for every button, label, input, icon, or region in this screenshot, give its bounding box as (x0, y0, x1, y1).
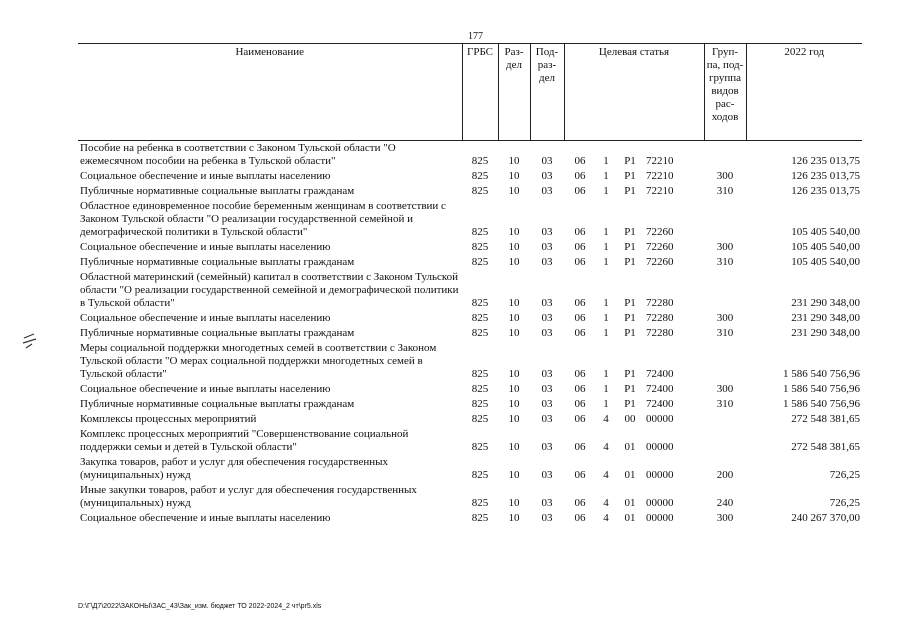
row-amount: 1 586 540 756,96 (783, 368, 860, 380)
row-vid-rashodov: 300 (716, 241, 734, 253)
row-razdel: 10 (508, 256, 520, 268)
row-cs-type: 1 (603, 155, 609, 167)
row-vid-rashodov: 300 (716, 383, 734, 395)
row-podrazdel: 03 (541, 512, 553, 524)
header-year: 2022 год (746, 44, 862, 141)
row-name: Социальное обеспечение и иные выплаты населению (80, 170, 331, 182)
row-cs-program: 06 (574, 155, 586, 167)
table-row (78, 141, 862, 170)
row-cs-element: P1 (624, 256, 636, 268)
row-name: Публичные нормативные социальные выплаты гражданам (80, 398, 355, 410)
table-row (78, 240, 862, 255)
table-header-row (78, 44, 862, 141)
row-razdel: 10 (508, 170, 520, 182)
row-cs-direction: 72210 (646, 155, 674, 167)
row-cs-type: 1 (603, 226, 609, 238)
row-amount: 105 405 540,00 (791, 226, 860, 238)
row-cs-direction: 00000 (646, 497, 674, 509)
row-podrazdel: 03 (541, 312, 553, 324)
row-razdel: 10 (508, 383, 520, 395)
row-vid-rashodov (704, 270, 746, 311)
table-body (78, 141, 862, 527)
row-cs-direction: 72280 (646, 297, 674, 309)
row-vid-rashodov: 240 (716, 497, 734, 509)
row-cs-type: 1 (603, 170, 609, 182)
row-vid-rashodov: 310 (716, 398, 734, 410)
row-name: Социальное обеспечение и иные выплаты населению (80, 383, 331, 395)
row-amount: 126 235 013,75 (791, 185, 860, 197)
row-podrazdel: 03 (541, 383, 553, 395)
row-grbs: 825 (471, 312, 489, 324)
row-name: Социальное обеспечение и иные выплаты населению (80, 241, 331, 253)
table-row (78, 412, 862, 427)
row-amount: 231 290 348,00 (791, 327, 860, 339)
table-row (78, 255, 862, 270)
table-row (78, 341, 862, 382)
header-razdel: Раз- дел (498, 44, 530, 141)
row-vid-rashodov: 300 (716, 170, 734, 182)
row-podrazdel: 03 (541, 441, 553, 453)
row-cs-direction: 72210 (646, 170, 674, 182)
table-row (78, 397, 862, 412)
row-grbs: 825 (471, 368, 489, 380)
header-podrazdel: Под- раз- дел (530, 44, 564, 141)
table-row (78, 483, 862, 511)
row-grbs: 825 (471, 383, 489, 395)
row-amount: 231 290 348,00 (791, 312, 860, 324)
row-amount: 231 290 348,00 (791, 297, 860, 309)
row-vid-rashodov (704, 141, 746, 170)
row-cs-element: P1 (624, 398, 636, 410)
row-cs-program: 06 (574, 497, 586, 509)
row-podrazdel: 03 (541, 368, 553, 380)
row-grbs: 825 (471, 469, 489, 481)
row-cs-program: 06 (574, 383, 586, 395)
table-row (78, 427, 862, 455)
row-cs-type: 1 (603, 327, 609, 339)
header-gruppa-vidov: Груп- па, под- группа видов рас- ходов (704, 44, 746, 141)
table-row (78, 311, 862, 326)
row-podrazdel: 03 (541, 256, 553, 268)
row-razdel: 10 (508, 185, 520, 197)
row-amount: 240 267 370,00 (791, 512, 860, 524)
row-cs-type: 4 (603, 413, 609, 425)
file-path-footer: D:\Г\Д7\2022\ЗАКОНЫ\ЗАС_43\Зак_изм. бюджет ТО 2022-2024_2 чт\pr5.xls (78, 603, 322, 610)
row-razdel: 10 (508, 368, 520, 380)
row-amount: 105 405 540,00 (791, 256, 860, 268)
row-podrazdel: 03 (541, 185, 553, 197)
row-podrazdel: 03 (541, 297, 553, 309)
table-row (78, 169, 862, 184)
row-name: Пособие на ребенка в соответствии с Законом Тульской области "О ежемесячном пособии на ребенка в Тульской области" (80, 142, 396, 167)
row-cs-element: P1 (624, 368, 636, 380)
row-cs-program: 06 (574, 256, 586, 268)
row-amount: 126 235 013,75 (791, 155, 860, 167)
row-cs-element: 01 (624, 512, 636, 524)
row-podrazdel: 03 (541, 226, 553, 238)
budget-table (78, 43, 862, 526)
row-cs-element: P1 (624, 185, 636, 197)
row-cs-program: 06 (574, 441, 586, 453)
row-amount: 272 548 381,65 (791, 441, 860, 453)
row-cs-element: 01 (624, 497, 636, 509)
row-cs-type: 1 (603, 368, 609, 380)
header-celevaya-statya: Целевая статья (564, 44, 704, 141)
row-cs-program: 06 (574, 398, 586, 410)
row-amount: 726,25 (829, 469, 860, 481)
row-razdel: 10 (508, 327, 520, 339)
row-razdel: 10 (508, 512, 520, 524)
row-name: Областное единовременное пособие беременным женщинам в соответствии с Законом Тульской области "О реализации государственной семейной и демографической политики в Тульской области" (80, 200, 446, 238)
row-cs-direction: 72400 (646, 398, 674, 410)
row-cs-program: 06 (574, 413, 586, 425)
row-vid-rashodov (704, 199, 746, 240)
row-cs-program: 06 (574, 241, 586, 253)
row-cs-program: 06 (574, 170, 586, 182)
row-podrazdel: 03 (541, 469, 553, 481)
row-cs-direction: 00000 (646, 469, 674, 481)
row-name: Социальное обеспечение и иные выплаты населению (80, 512, 331, 524)
row-name: Публичные нормативные социальные выплаты гражданам (80, 327, 355, 339)
row-name: Публичные нормативные социальные выплаты гражданам (80, 185, 355, 197)
row-cs-type: 1 (603, 383, 609, 395)
row-grbs: 825 (471, 398, 489, 410)
row-grbs: 825 (471, 497, 489, 509)
row-cs-direction: 72260 (646, 241, 674, 253)
row-cs-direction: 72400 (646, 368, 674, 380)
row-cs-type: 1 (603, 256, 609, 268)
row-name: Публичные нормативные социальные выплаты гражданам (80, 256, 355, 268)
page-number: 177 (468, 31, 483, 42)
row-grbs: 825 (471, 241, 489, 253)
row-razdel: 10 (508, 497, 520, 509)
row-cs-type: 4 (603, 469, 609, 481)
row-name: Иные закупки товаров, работ и услуг для обеспечения государственных (муниципальных) нужд (80, 484, 417, 509)
row-razdel: 10 (508, 241, 520, 253)
row-grbs: 825 (471, 170, 489, 182)
row-grbs: 825 (471, 413, 489, 425)
row-cs-element: 00 (624, 413, 636, 425)
row-podrazdel: 03 (541, 241, 553, 253)
row-vid-rashodov: 310 (716, 327, 734, 339)
row-razdel: 10 (508, 469, 520, 481)
row-vid-rashodov (704, 341, 746, 382)
row-cs-element: P1 (624, 226, 636, 238)
row-cs-element: P1 (624, 241, 636, 253)
row-cs-direction: 00000 (646, 441, 674, 453)
table-row (78, 455, 862, 483)
row-name: Закупка товаров, работ и услуг для обеспечения государственных (муниципальных) нужд (80, 456, 389, 481)
row-cs-element: P1 (624, 297, 636, 309)
row-amount: 105 405 540,00 (791, 241, 860, 253)
row-vid-rashodov (704, 427, 746, 455)
row-vid-rashodov: 300 (716, 312, 734, 324)
row-podrazdel: 03 (541, 327, 553, 339)
row-vid-rashodov: 310 (716, 256, 734, 268)
row-razdel: 10 (508, 155, 520, 167)
row-name: Социальное обеспечение и иные выплаты населению (80, 312, 331, 324)
row-cs-direction: 72280 (646, 312, 674, 324)
row-razdel: 10 (508, 312, 520, 324)
row-vid-rashodov: 200 (716, 469, 734, 481)
row-razdel: 10 (508, 297, 520, 309)
table-row (78, 511, 862, 526)
row-name: Комплекс процессных мероприятий "Совершенствование социальной поддержки семьи и детей в Тульской области" (80, 428, 409, 453)
row-razdel: 10 (508, 441, 520, 453)
row-cs-element: P1 (624, 155, 636, 167)
row-razdel: 10 (508, 226, 520, 238)
row-cs-direction: 72400 (646, 383, 674, 395)
row-cs-element: P1 (624, 383, 636, 395)
row-grbs: 825 (471, 512, 489, 524)
table-row (78, 326, 862, 341)
row-cs-type: 1 (603, 185, 609, 197)
row-cs-program: 06 (574, 368, 586, 380)
row-cs-program: 06 (574, 312, 586, 324)
row-cs-program: 06 (574, 327, 586, 339)
table-row (78, 382, 862, 397)
row-cs-program: 06 (574, 297, 586, 309)
row-grbs: 825 (471, 155, 489, 167)
row-cs-type: 4 (603, 512, 609, 524)
row-cs-type: 4 (603, 441, 609, 453)
row-cs-direction: 72260 (646, 256, 674, 268)
row-razdel: 10 (508, 413, 520, 425)
row-podrazdel: 03 (541, 497, 553, 509)
row-amount: 1 586 540 756,96 (783, 398, 860, 410)
handwritten-margin-mark (20, 330, 42, 352)
row-amount: 726,25 (829, 497, 860, 509)
row-cs-element: 01 (624, 441, 636, 453)
row-cs-type: 1 (603, 297, 609, 309)
header-grbs: ГРБС (462, 44, 498, 141)
table-row (78, 184, 862, 199)
row-grbs: 825 (471, 297, 489, 309)
row-name: Областной материнский (семейный) капитал в соответствии с Законом Тульской области "О реализации государственной семейной и демографической политики в Тульской области" (80, 271, 459, 309)
row-podrazdel: 03 (541, 170, 553, 182)
row-cs-program: 06 (574, 512, 586, 524)
row-cs-direction: 72210 (646, 185, 674, 197)
row-cs-program: 06 (574, 226, 586, 238)
row-cs-element: P1 (624, 312, 636, 324)
row-grbs: 825 (471, 441, 489, 453)
row-cs-element: 01 (624, 469, 636, 481)
row-amount: 272 548 381,65 (791, 413, 860, 425)
row-cs-direction: 72260 (646, 226, 674, 238)
row-podrazdel: 03 (541, 155, 553, 167)
table-row (78, 270, 862, 311)
row-name: Меры социальной поддержки многодетных семей в соответствии с Законом Тульской области "О мерах социальной поддержки многодетных семей в Тульской области" (80, 342, 437, 380)
row-podrazdel: 03 (541, 398, 553, 410)
row-cs-type: 1 (603, 241, 609, 253)
row-cs-direction: 00000 (646, 512, 674, 524)
row-grbs: 825 (471, 327, 489, 339)
row-cs-type: 1 (603, 398, 609, 410)
row-cs-direction: 00000 (646, 413, 674, 425)
row-vid-rashodov (704, 412, 746, 427)
row-grbs: 825 (471, 226, 489, 238)
row-cs-type: 1 (603, 312, 609, 324)
row-cs-program: 06 (574, 185, 586, 197)
row-grbs: 825 (471, 256, 489, 268)
header-name: Наименование (78, 44, 462, 141)
row-amount: 1 586 540 756,96 (783, 383, 860, 395)
row-cs-type: 4 (603, 497, 609, 509)
row-vid-rashodov: 310 (716, 185, 734, 197)
row-cs-element: P1 (624, 170, 636, 182)
table-row (78, 199, 862, 240)
row-cs-direction: 72280 (646, 327, 674, 339)
row-amount: 126 235 013,75 (791, 170, 860, 182)
row-grbs: 825 (471, 185, 489, 197)
row-name: Комплексы процессных мероприятий (80, 413, 257, 425)
row-vid-rashodov: 300 (716, 512, 734, 524)
row-cs-program: 06 (574, 469, 586, 481)
row-podrazdel: 03 (541, 413, 553, 425)
row-razdel: 10 (508, 398, 520, 410)
row-cs-element: P1 (624, 327, 636, 339)
